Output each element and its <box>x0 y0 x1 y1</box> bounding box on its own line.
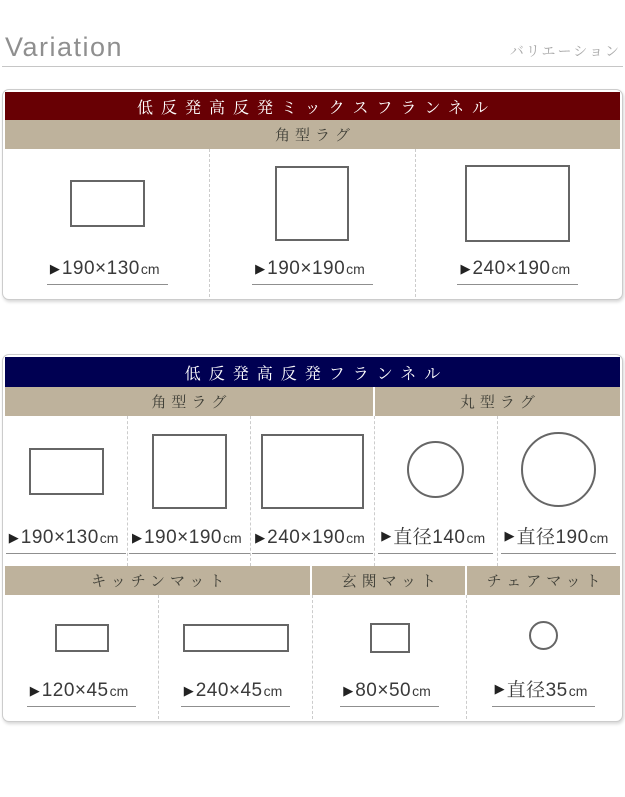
size-value: 240×190 <box>267 527 346 548</box>
size-cell <box>5 149 209 297</box>
shape-zone <box>375 416 497 522</box>
size-link[interactable] <box>457 258 578 285</box>
size-unit: cm <box>222 530 242 546</box>
size-unit: cm <box>551 261 571 277</box>
shape-zone <box>498 416 620 522</box>
shape-zone <box>128 416 250 527</box>
size-unit: cm <box>346 261 365 277</box>
arrow-icon: ▶ <box>183 683 194 698</box>
size-cell <box>312 595 466 719</box>
subheader-entrance-mat: 玄関マット <box>312 566 465 595</box>
size-link[interactable] <box>252 527 373 554</box>
subheader-row <box>5 387 620 416</box>
section-mix-flannel <box>2 89 623 300</box>
subheader-square-rug: 角型ラグ <box>5 387 373 416</box>
shape-zone <box>313 595 466 680</box>
rug-rect-icon <box>55 624 109 652</box>
section-title-bar: 低反発高反発ミックスフランネル <box>5 92 620 120</box>
size-cell <box>466 595 620 719</box>
shape-zone <box>5 416 127 527</box>
size-link[interactable] <box>252 258 373 285</box>
size-unit: cm <box>412 683 431 699</box>
size-link[interactable] <box>181 680 291 707</box>
size-cell <box>250 416 373 566</box>
size-cell <box>415 149 620 297</box>
rug-rect-icon <box>183 624 289 652</box>
rug-rect-icon <box>370 623 410 653</box>
size-value: 190×190 <box>267 258 346 279</box>
rug-rect-icon <box>261 434 364 509</box>
size-unit: cm <box>263 683 283 699</box>
shape-zone <box>416 149 620 258</box>
size-unit: cm <box>109 683 129 699</box>
subheader-round-rug: 丸型ラグ <box>375 387 620 416</box>
shape-zone <box>467 595 620 675</box>
size-link[interactable] <box>378 522 493 554</box>
rug-rect-icon <box>29 448 104 495</box>
size-link[interactable] <box>340 680 439 707</box>
arrow-icon: ▶ <box>504 527 515 543</box>
subheader-kitchen-mat: キッチンマット <box>5 566 310 595</box>
shape-zone <box>210 149 414 258</box>
arrow-icon: ▶ <box>494 680 505 696</box>
size-link[interactable] <box>47 258 168 285</box>
arrow-icon: ▶ <box>29 683 40 698</box>
size-link[interactable] <box>492 675 596 707</box>
size-row <box>5 149 620 297</box>
subheader-row <box>5 566 620 595</box>
rug-rect-icon <box>70 180 145 227</box>
arrow-icon: ▶ <box>343 683 354 698</box>
size-value: 190×130 <box>61 258 140 279</box>
size-unit: cm <box>466 530 486 546</box>
size-cell <box>497 416 620 566</box>
arrow-icon: ▶ <box>131 530 142 545</box>
rug-circle-icon <box>529 621 558 650</box>
size-cell <box>127 416 250 566</box>
size-unit: cm <box>589 530 609 546</box>
size-value: 240×190 <box>472 258 551 279</box>
section-title-bar: 低反発高反発フランネル <box>5 357 620 387</box>
rug-rect-icon <box>275 166 349 241</box>
size-link[interactable] <box>129 527 250 554</box>
rug-circle-icon <box>521 432 596 507</box>
size-value: 直径140 <box>393 527 466 548</box>
size-unit: cm <box>346 530 365 546</box>
size-row <box>5 595 620 719</box>
size-unit: cm <box>99 530 119 546</box>
size-unit: cm <box>140 261 160 277</box>
rug-rect-icon <box>465 165 570 242</box>
shape-zone <box>5 149 209 258</box>
size-value: 190×190 <box>143 527 222 548</box>
arrow-icon: ▶ <box>255 530 266 545</box>
size-value: 240×45 <box>195 680 263 701</box>
arrow-icon: ▶ <box>381 527 392 543</box>
size-link[interactable] <box>27 680 137 707</box>
arrow-icon: ▶ <box>255 261 266 276</box>
size-link[interactable] <box>501 522 616 554</box>
subheader-chair-mat: チェアマット <box>467 566 620 595</box>
shape-zone <box>5 595 158 680</box>
arrow-icon: ▶ <box>8 530 19 545</box>
size-unit: cm <box>568 683 588 699</box>
size-value: 120×45 <box>41 680 109 701</box>
rug-circle-icon <box>407 441 464 498</box>
size-row <box>5 416 620 566</box>
arrow-icon: ▶ <box>49 261 60 276</box>
shape-zone <box>251 416 373 527</box>
rug-rect-icon <box>152 434 227 509</box>
subheader-square-rug: 角型ラグ <box>5 120 620 149</box>
size-link[interactable] <box>6 527 127 554</box>
size-value: 直径35 <box>506 680 568 701</box>
size-cell <box>374 416 497 566</box>
size-cell <box>5 416 127 566</box>
section-flannel <box>2 354 623 722</box>
size-value: 80×50 <box>355 680 412 701</box>
size-value: 190×130 <box>20 527 99 548</box>
shape-zone <box>159 595 312 680</box>
size-cell <box>5 595 158 719</box>
size-cell <box>209 149 414 297</box>
size-value: 直径190 <box>516 527 589 548</box>
size-cell <box>158 595 312 719</box>
page-subtitle: バリエーション <box>509 43 621 59</box>
variation-header <box>2 32 623 67</box>
arrow-icon: ▶ <box>460 261 471 276</box>
page-title: Variation <box>5 32 124 62</box>
